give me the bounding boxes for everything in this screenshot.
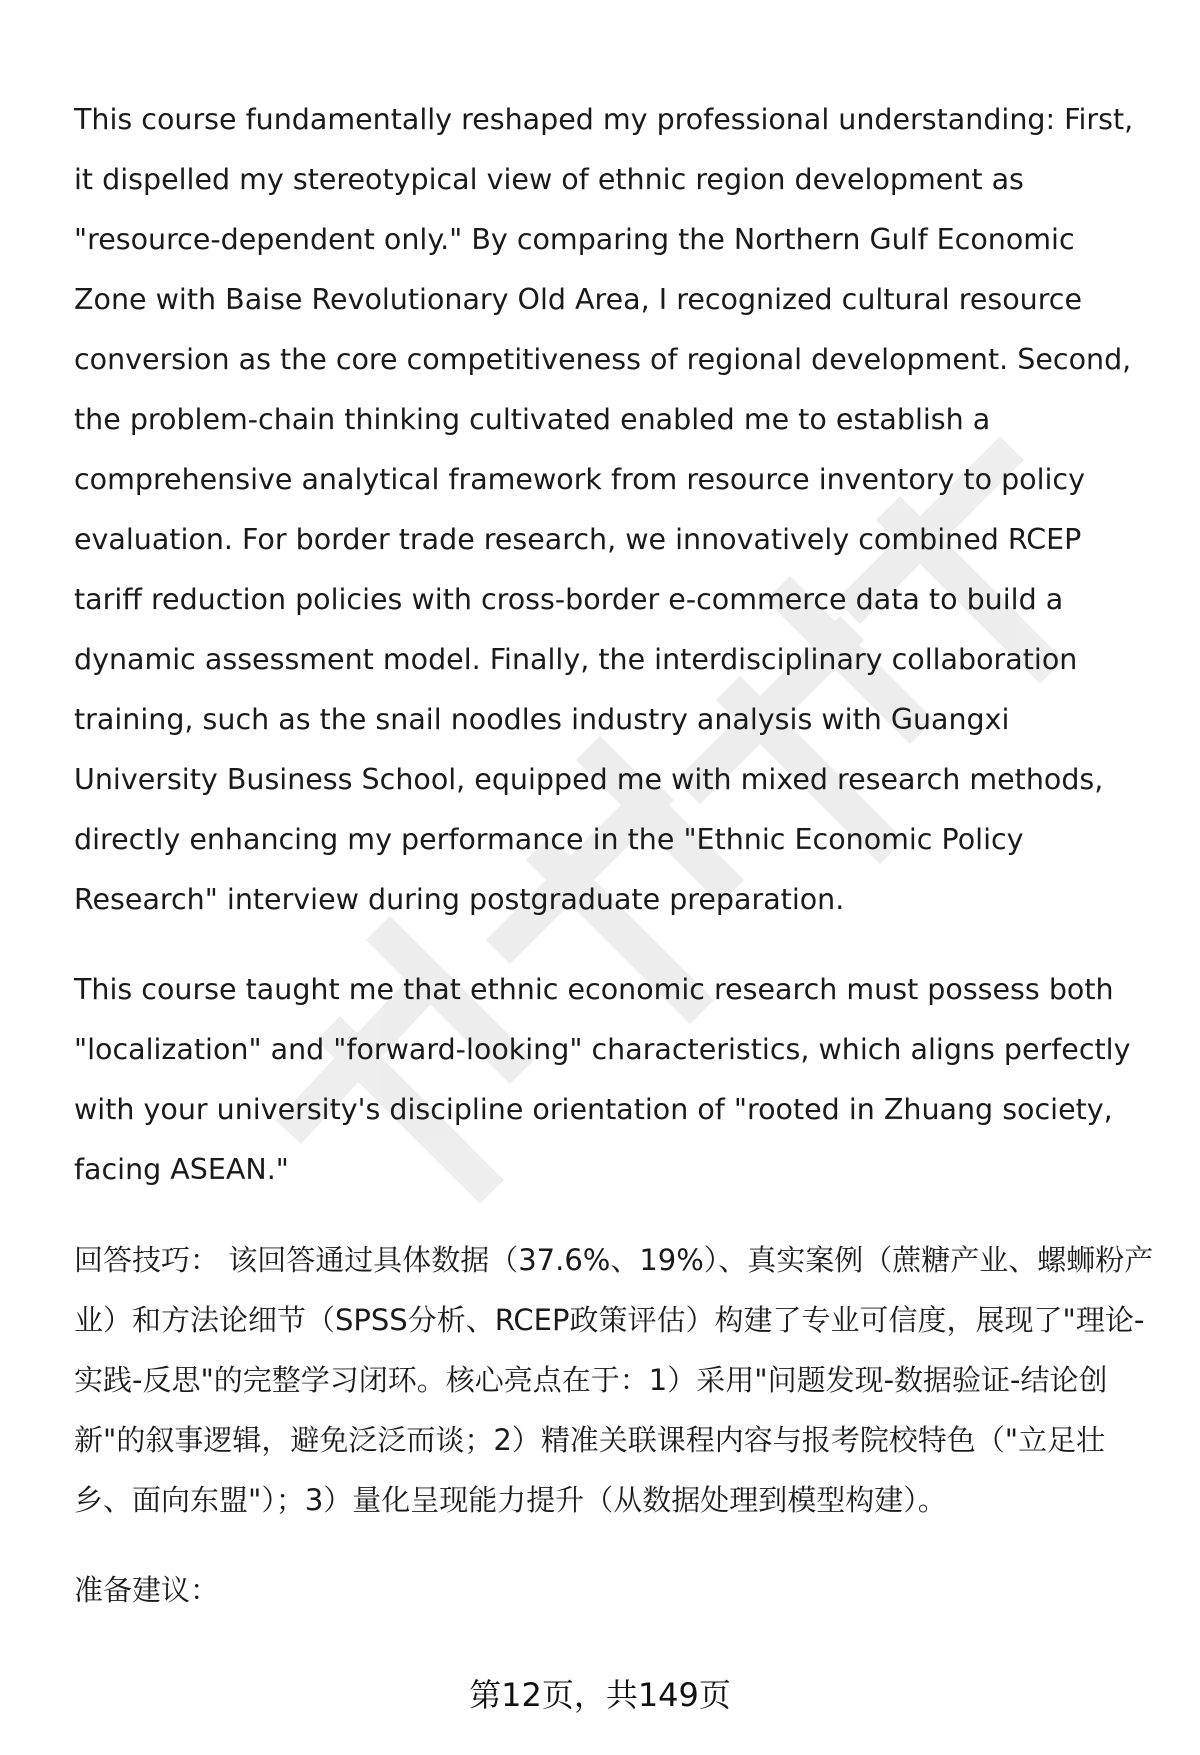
paragraph-answer-tips: 回答技巧： 该回答通过具体数据（37.6%、19%）、真实案例（蔗糖产业、螺蛳粉产业）和方法论细节（SPSS分析、RCEP政策评估）构建了专业可信度，展现了"理论-实践-反思"的完整学习闭环。核心亮点在于：1）采用"问题发现-数据验证-结论创新"的叙事逻辑，避免泛泛而谈；2）精准关联课程内容与报考院校特色（"立足壮乡、面向东盟"）；3）量化呈现能力提升（从数据处理到模型构建）。 xyxy=(74,1243,1154,1517)
paragraph-course-impact: This course fundamentally reshaped my professional understanding: First, it dispelled my stereotypical view of ethnic region development as "resource-dependent only." By comparing the Northern Gulf Economic Zone with Baise Revolutionary Old Area, I recognized cultural resource conversion as the core competitiveness of regional development. Second, the problem-chain thinking cultivated enabled me to establish a comprehensive analytical framework from resource inventory to policy evaluation. For border trade research, we innovatively combined RCEP tariff reduction policies with cross-border e-commerce data to build a dynamic assessment model. Finally, the interdisciplinary collaboration training, such as the snail noodles industry analysis with Guangxi University Business School, equipped me with mixed research methods, directly enhancing my performance in the "Ethnic Economic Policy Research" interview during postgraduate preparation. xyxy=(74,103,1134,916)
document-body xyxy=(74,90,1154,1620)
paragraph-course-conclusion: This course taught me that ethnic economic research must possess both "localization" and "forward-looking" characteristics, which aligns perfectly with your university's discipline orientation of "rooted in Zhuang society, facing ASEAN." xyxy=(74,973,1131,1186)
preparation-advice-label: 准备建议： xyxy=(74,1573,220,1607)
page-number: 第12页，共149页 xyxy=(469,1676,731,1714)
